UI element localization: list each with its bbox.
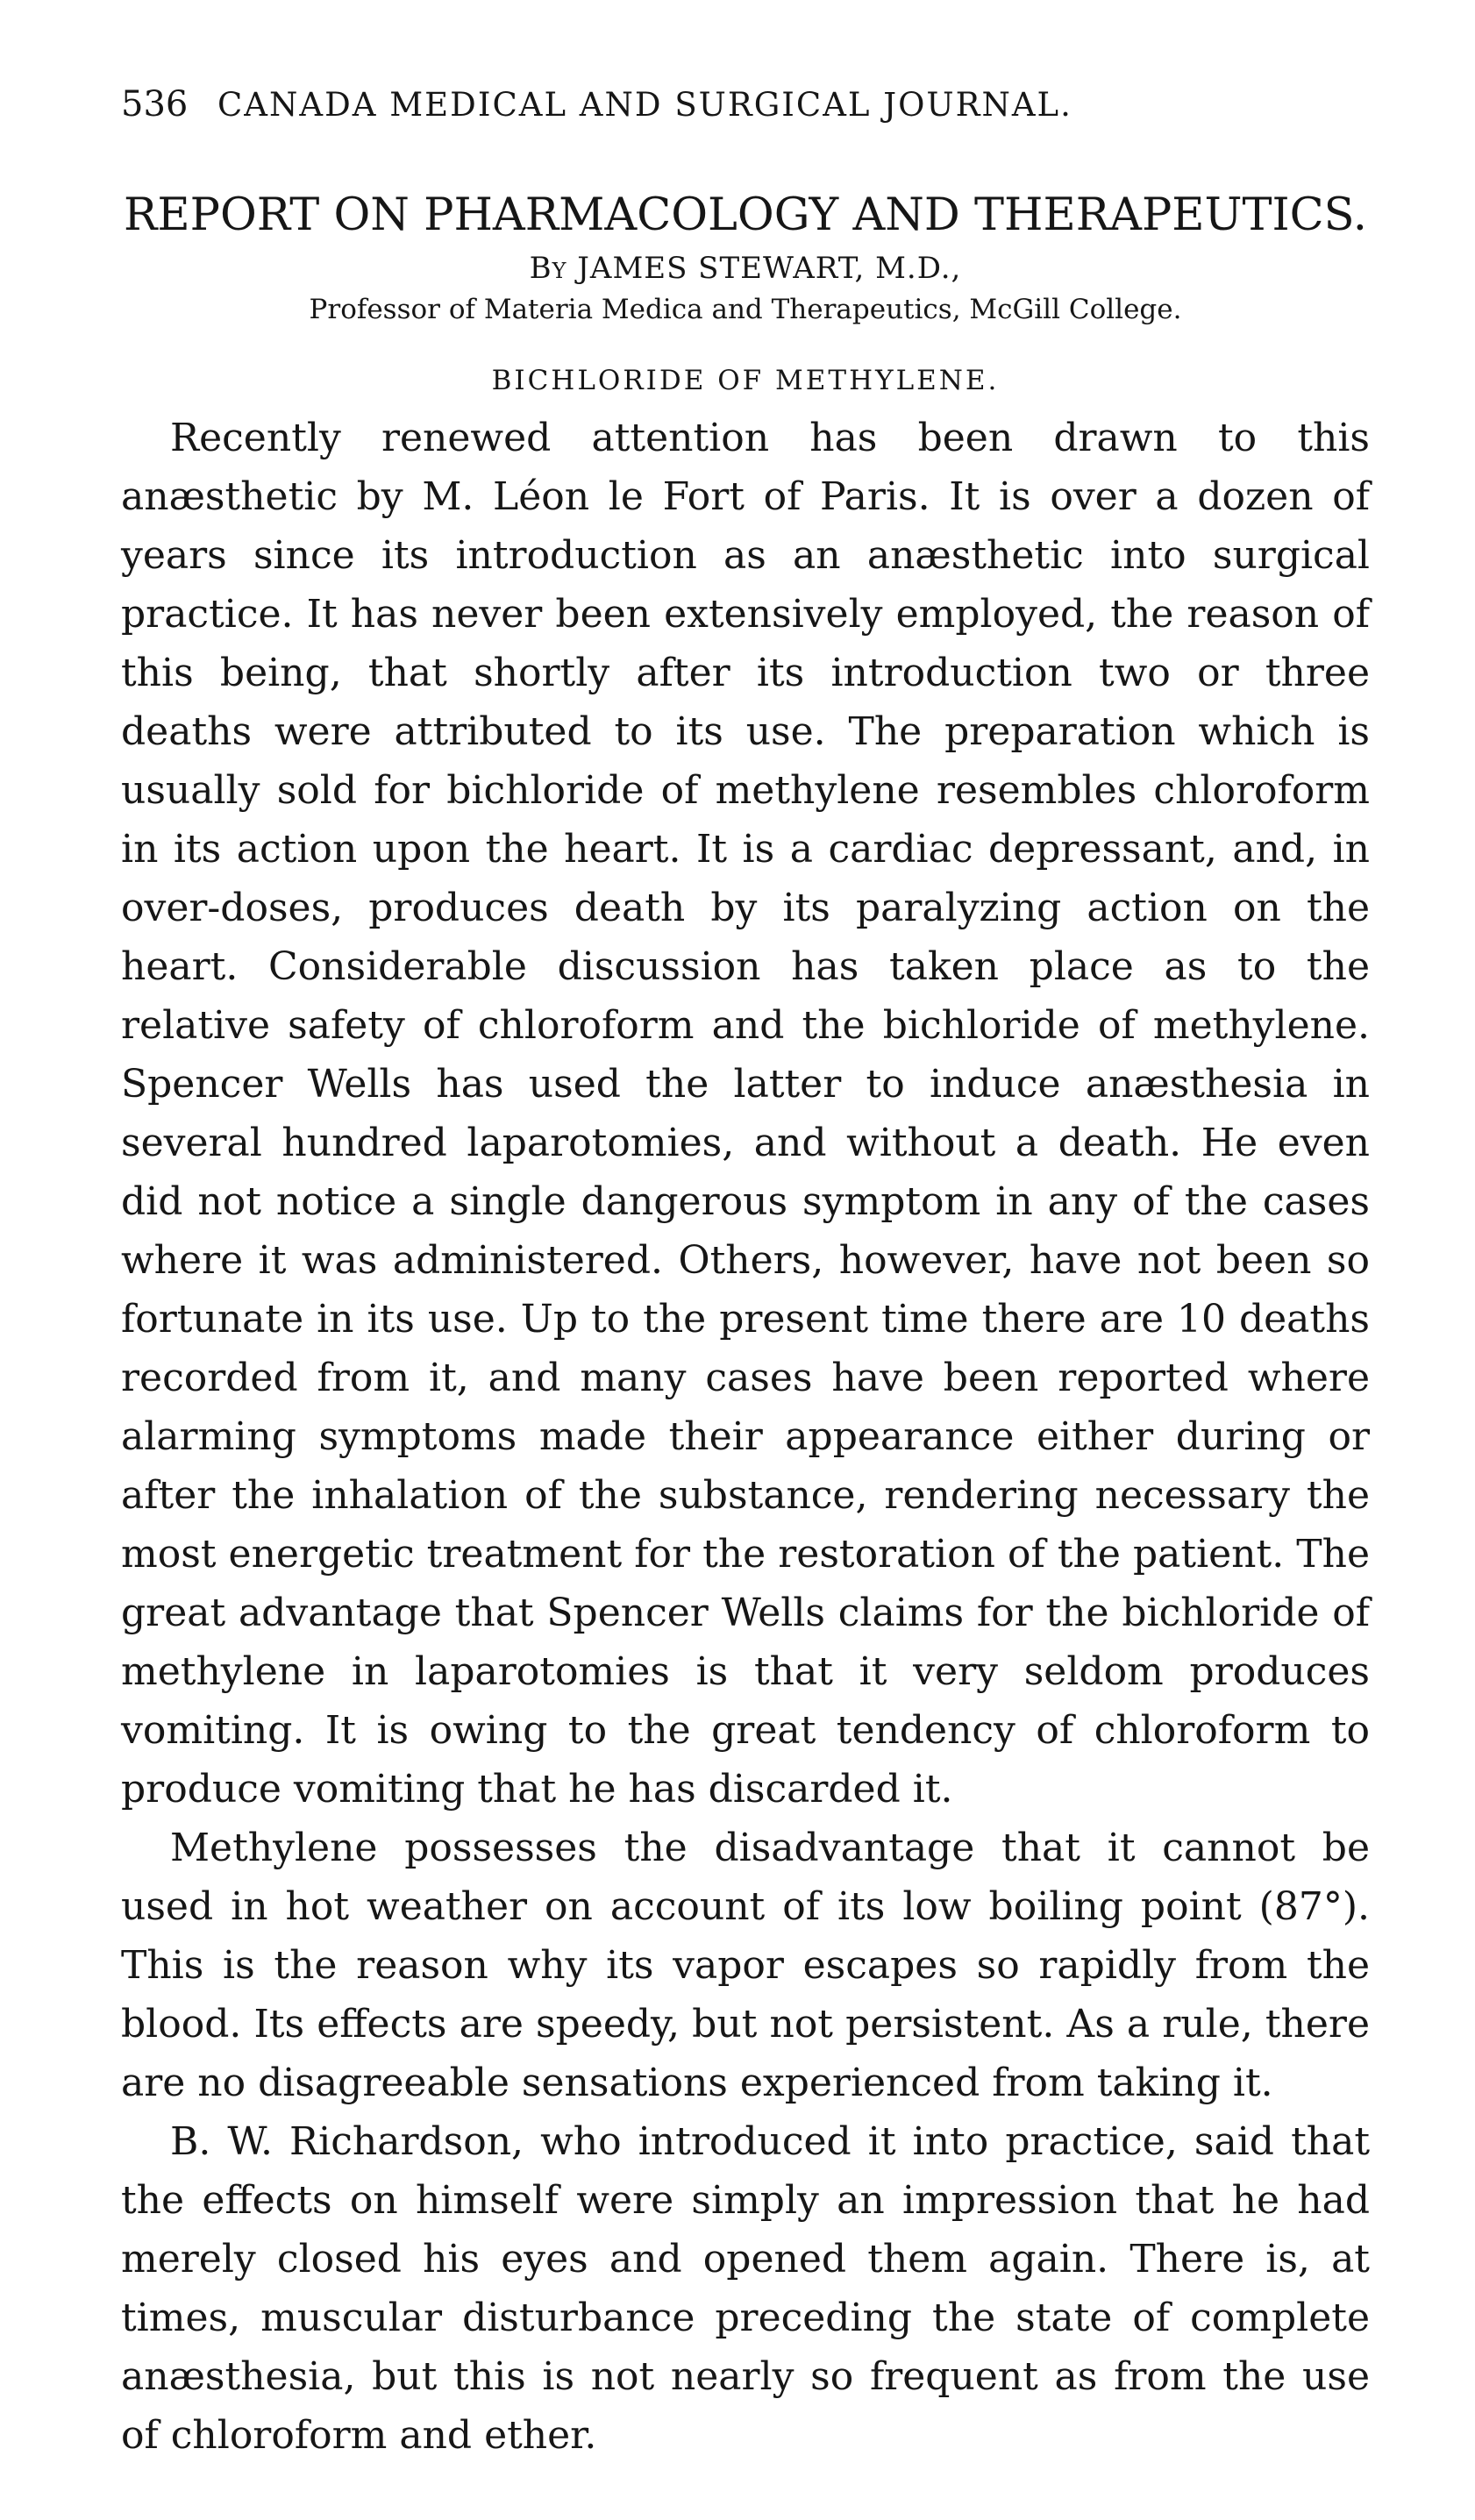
paragraph-1: Recently renewed attention has been drawn to this anæsthetic by M. Léon le Fort of Paris. It is over a dozen of years since its introduction as an anæsthetic into surgical practice. It has never been extensively employed, the reason of this being, that shortly after its introduction two or three deaths were attributed to its use. The preparation which is usually sold for bichloride of methylene resembles chloroform in its action upon the heart. It is a cardiac depressant, and, in over-doses, produces death by its paralyzing action on the heart. Considerable discussion has taken place as to the relative safety of chloroform and the bichloride of methylene. Spencer Wells has used the latter to induce anæsthesia in several hundred laparotomies, and without a death. He even did not notice a single dangerous symptom in any of the cases where it was administered. Others, however, have not been so fortunate in its use. Up to the present time there are 10 deaths recorded from it, and many cases have been reported where alarming symptoms made their appearance either during or after the inhalation of the substance, rendering necessary the most energetic treatment for the restoration of the patient. The great advantage that Spencer Wells claims for the bichloride of methylene in laparotomies is that it very seldom produces vomiting. It is owing to the great tendency of chloroform to produce vomiting that he has discarded it. (121, 416, 1370, 1812)
running-head (121, 84, 1370, 137)
journal-page (121, 84, 1370, 2465)
author-affiliation: Professor of Materia Medica and Therapeutics, McGill College. (309, 294, 1182, 325)
section-heading: BICHLORIDE OF METHYLENE. (491, 365, 1000, 396)
page-number: 536 (121, 84, 189, 125)
author-byline: By JAMES STEWART, M.D., (529, 251, 962, 286)
journal-title: CANADA MEDICAL AND SURGICAL JOURNAL. (217, 86, 1072, 124)
article-body (121, 409, 1370, 2465)
paragraph-3: B. W. Richardson, who introduced it into practice, said that the effects on himself were simply an impression that he had merely closed his eyes and opened them again. There is, at times, muscular disturbance preceding the state of complete anæsthesia, but this is not nearly so frequent as from the use of chloroform and ether. (121, 2119, 1370, 2458)
paragraph-2: Methylene possesses the disadvantage that it cannot be used in hot weather on account of its low boiling point (87°). This is the reason why its vapor escapes so rapidly from the blood. Its effects are speedy, but not persistent. As a rule, there are no disagreeable sensations experienced from taking it. (121, 1826, 1370, 2105)
report-title: REPORT ON PHARMACOLOGY AND THERAPEUTICS. (124, 189, 1367, 241)
